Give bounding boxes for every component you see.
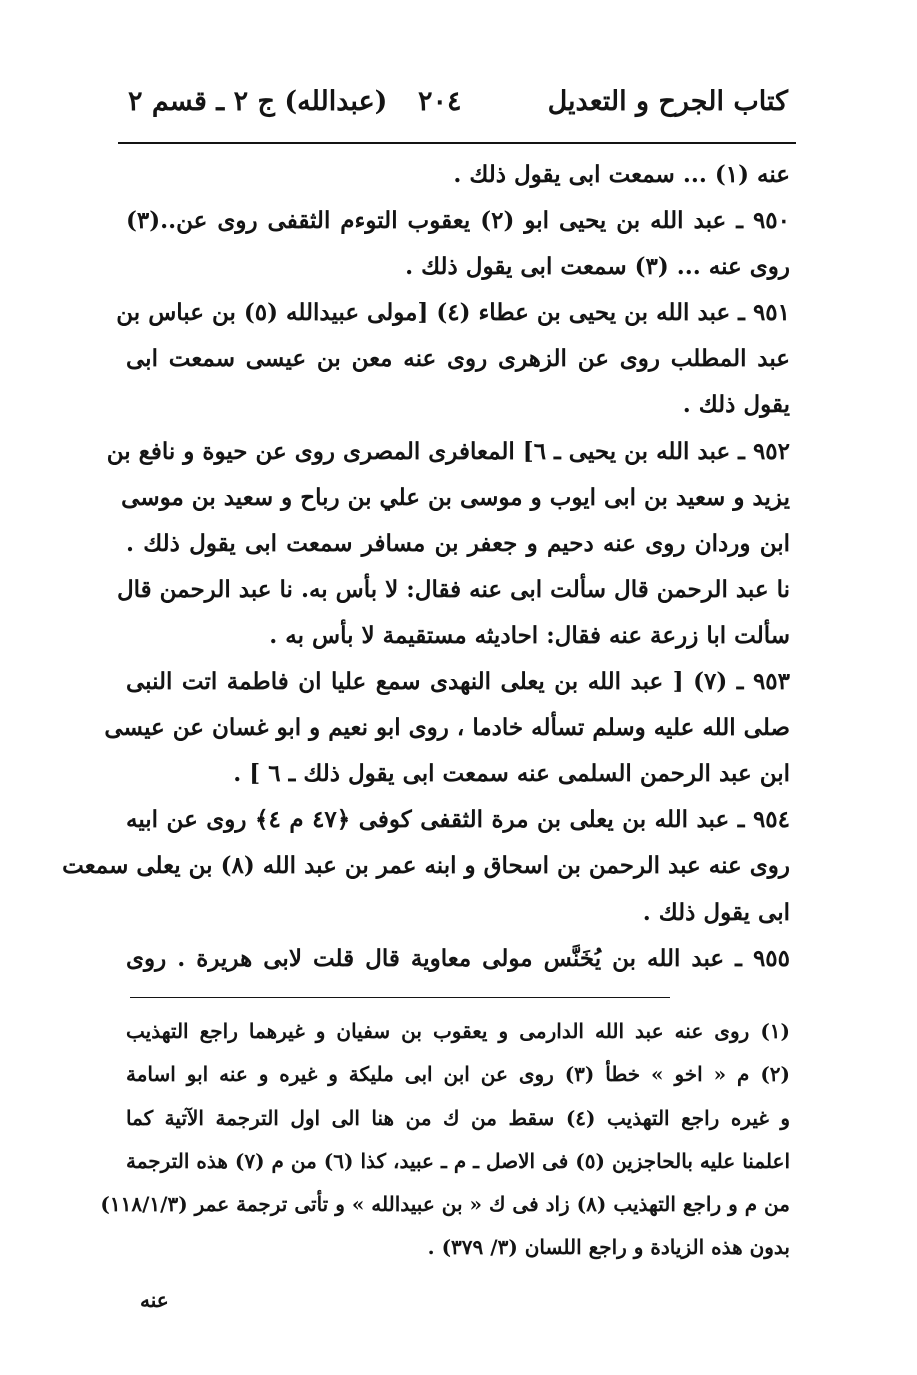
text-line: يزيد و سعيد بن ابى ايوب و موسى بن علي بن رباح و سعيد بن موسى xyxy=(121,483,790,511)
footnote-line: (٢) م « اخو » خطأ (٣) روى عن ابن ابى مليكة و غيره و عنه ابو اسامة xyxy=(126,1062,791,1087)
text-line: ابن عبد الرحمن السلمى عنه سمعت ابى يقول ذلك ـ ٦ ] . xyxy=(233,760,790,788)
header-rule xyxy=(118,142,796,144)
footnote-rule xyxy=(130,997,670,998)
catchword: عنه xyxy=(140,1288,169,1312)
text-line: نا عبد الرحمن قال سألت ابى عنه فقال: لا بأس به. نا عبد الرحمن قال xyxy=(116,575,790,603)
text-line: عبد المطلب روى عن الزهرى روى عنه معن بن عيسى سمعت ابى xyxy=(126,345,790,373)
entry-951-line: ٩٥١ ـ عبد الله بن يحيى بن عطاء (٤) [مولى عبيدالله (٥) بن عباس بن xyxy=(116,299,790,327)
entry-953-line: ٩٥٣ ـ (٧) [ عبد الله بن يعلى النهدى سمع عليا ان فاطمة اتت النبى xyxy=(126,668,790,696)
footnote-line: من م و راجع التهذيب (٨) زاد فى ك « بن عبيدالله » و تأتى ترجمة عمر (١١٨/١/٣) xyxy=(100,1192,790,1217)
text-line: صلى الله عليه وسلم تسأله خادما ، روى ابو نعيم و ابو غسان عن عيسى xyxy=(104,714,790,742)
page-number: ٢٠٤ xyxy=(418,86,462,117)
text-line: عنه (١) ... سمعت ابى يقول ذلك . xyxy=(453,161,790,188)
footnote-line: اعلمنا عليه بالحاجزين (٥) فى الاصل ـ م ـ عبيد، كذا (٦) من م (٧) هذه الترجمة xyxy=(126,1148,791,1173)
entry-954-line: ٩٥٤ ـ عبد الله بن يعلى بن مرة الثقفى كوفى ﴿٤٧ م ٤﴾ روى عن ابيه xyxy=(126,806,790,834)
text-line: ابى يقول ذلك . xyxy=(642,898,790,926)
footnote-line: و غيره راجع التهذيب (٤) سقط من ك من هنا الى اول الترجمة الآتية كما xyxy=(126,1105,790,1130)
entry-950-line: ٩٥٠ ـ عبد الله بن يحيى ابو (٢) يعقوب التوءم الثقفى روى عن..(٣) xyxy=(126,207,790,235)
text-line: يقول ذلك . xyxy=(682,391,790,419)
footnote-line: بدون هذه الزيادة و راجع اللسان (٣/ ٣٧٩) . xyxy=(427,1235,790,1260)
footnote-line: (١) روى عنه عبد الله الدارمى و يعقوب بن سفيان و غيرهما راجع التهذيب xyxy=(126,1019,791,1043)
section-label: (عبدالله) ج ٢ ـ قسم ٢ xyxy=(128,86,388,117)
book-title: كتاب الجرح و التعديل xyxy=(547,86,788,117)
text-line: روى عنه ... (٣) سمعت ابى يقول ذلك . xyxy=(405,253,790,281)
footnotes xyxy=(100,1010,791,1270)
text-line: روى عنه عبد الرحمن بن اسحاق و ابنه عمر بن عبد الله (٨) بن يعلى سمعت xyxy=(62,852,790,880)
text-line: ابن وردان روى عنه دحيم و جعفر بن مسافر سمعت ابى يقول ذلك . xyxy=(126,529,790,557)
entry-952-line: ٩٥٢ ـ عبد الله بن يحيى ـ ٦] المعافرى المصرى روى عن حيوة و نافع بن xyxy=(106,437,790,465)
running-head xyxy=(128,86,788,136)
entry-955-line: ٩٥٥ ـ عبد الله بن يُخَنَّس مولى معاوية قال قلت لابى هريرة . روى xyxy=(126,944,790,972)
text-line: سألت ابا زرعة عنه فقال: احاديثه مستقيمة لا بأس به . xyxy=(269,621,790,649)
main-text xyxy=(62,152,790,982)
